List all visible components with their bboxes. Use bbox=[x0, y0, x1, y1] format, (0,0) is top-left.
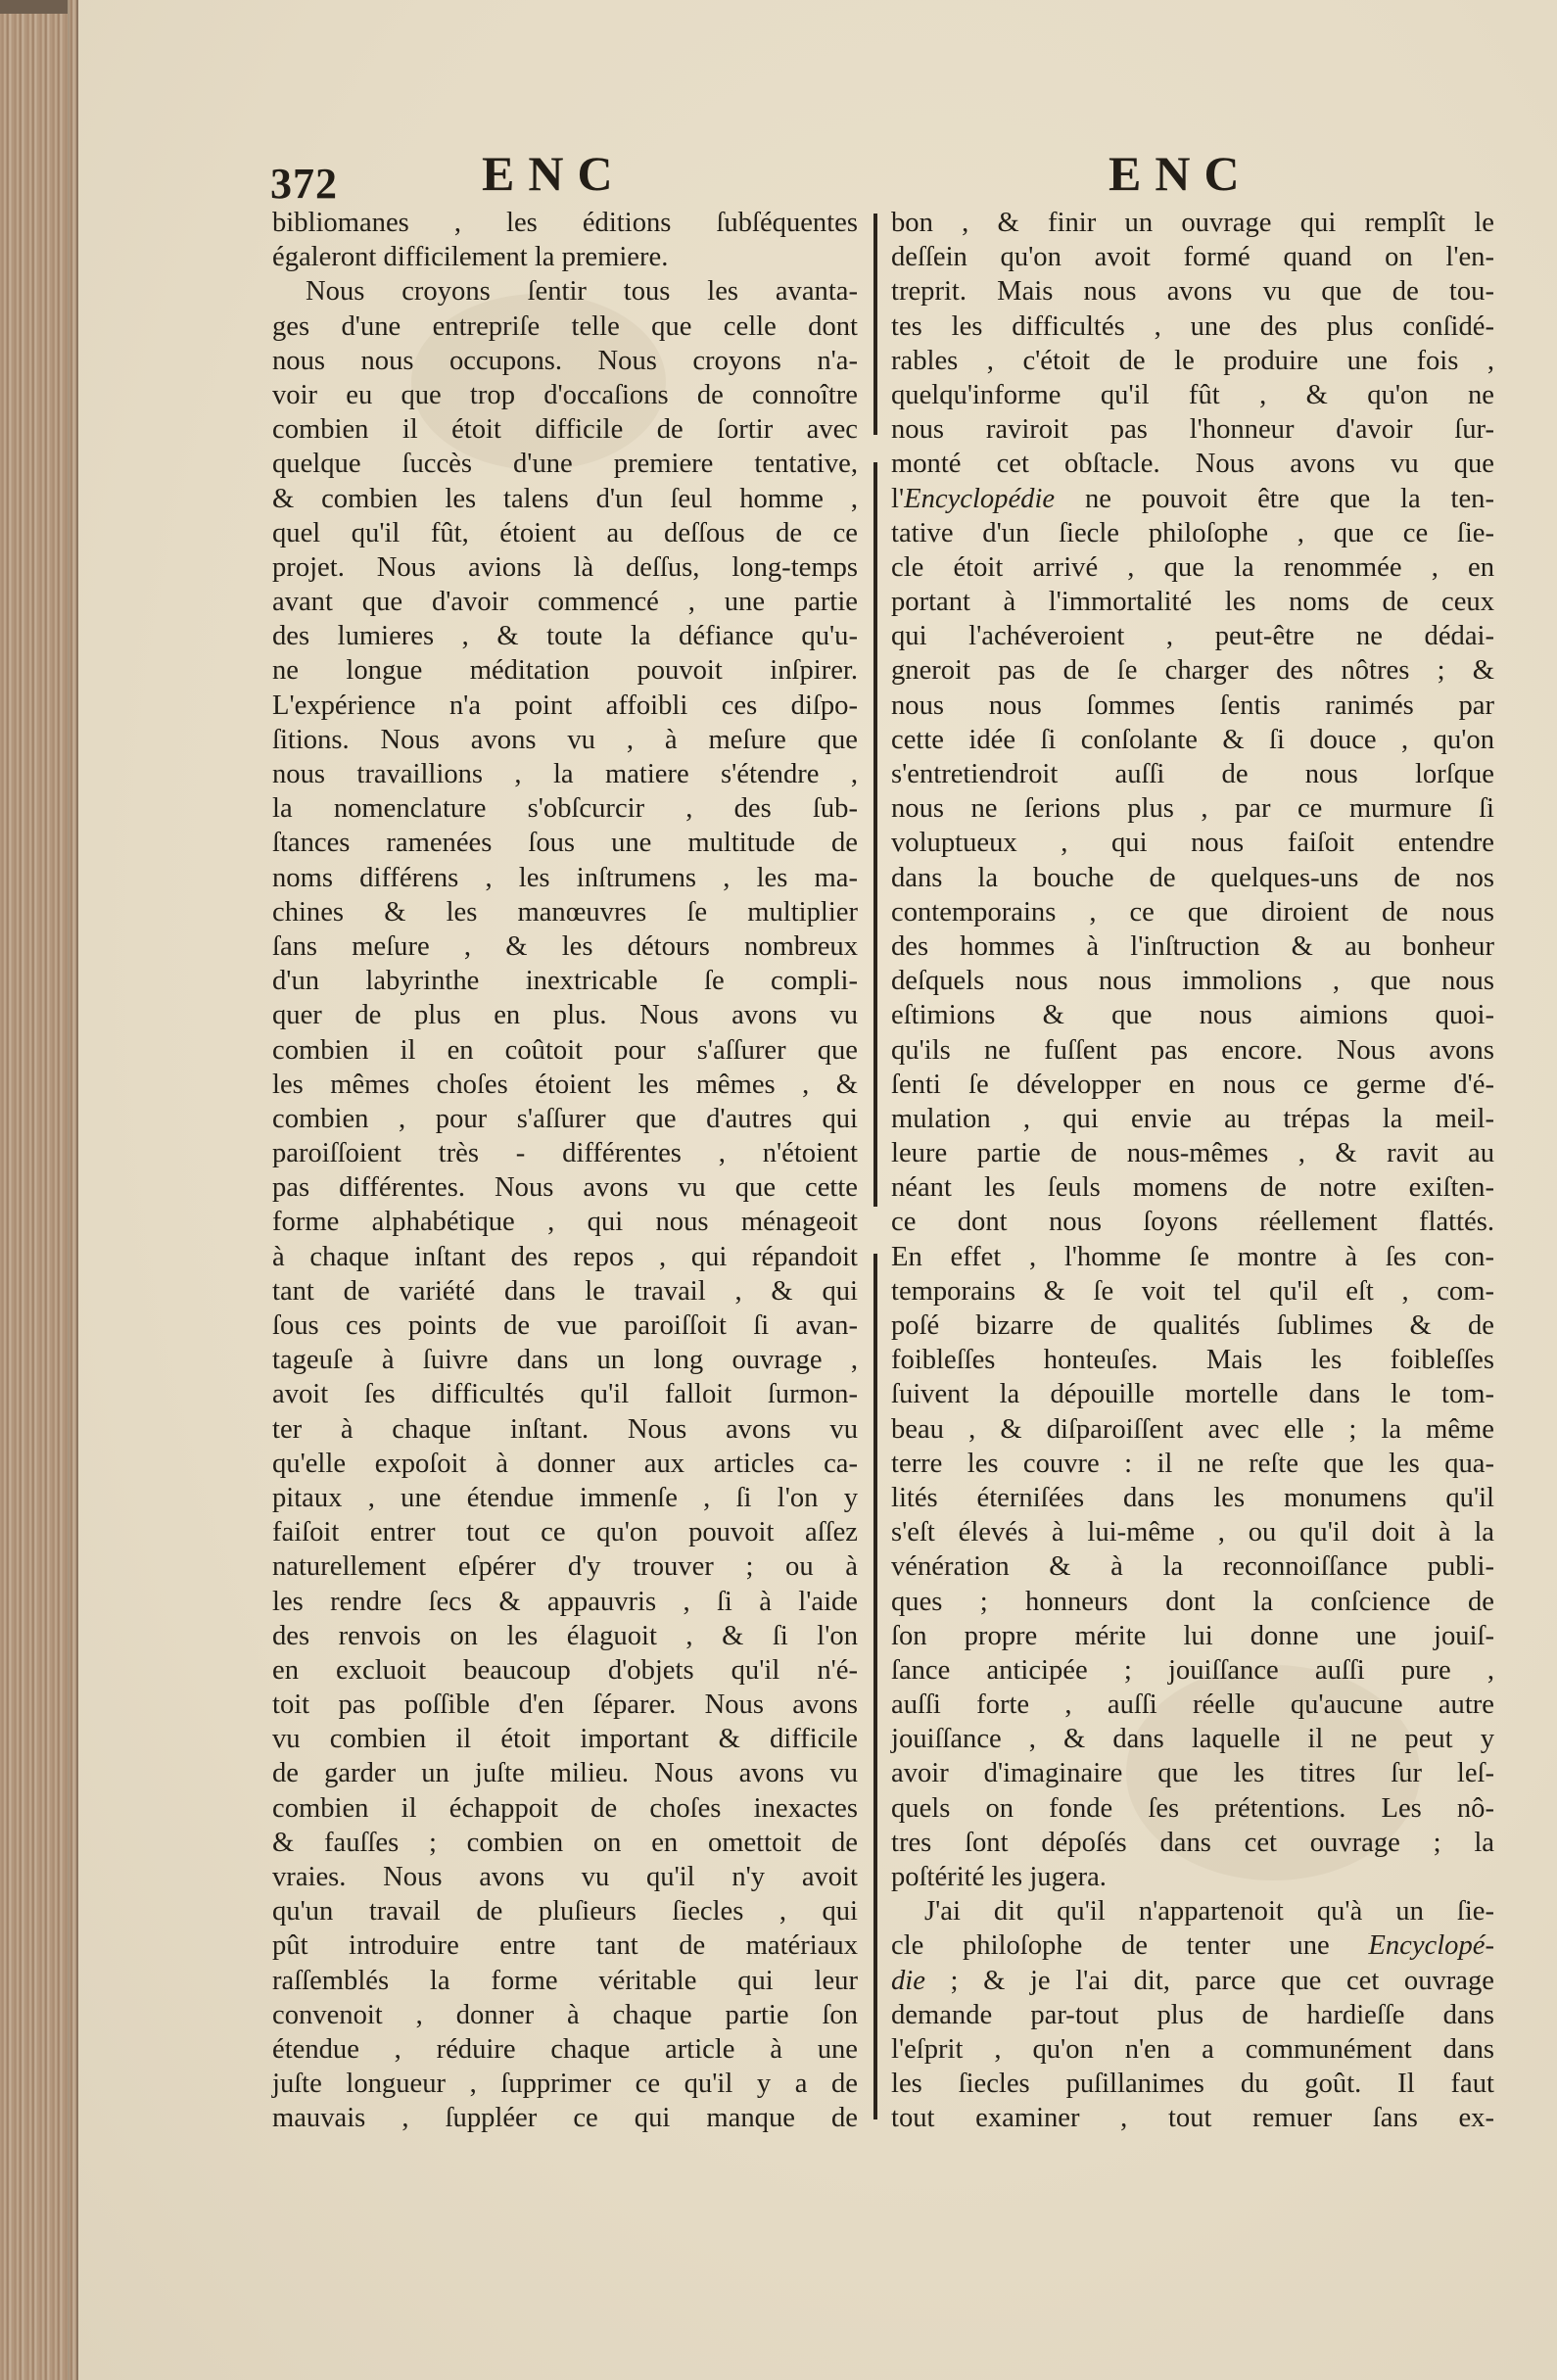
text-line: poſtérité les jugera. bbox=[891, 1862, 1107, 1892]
text-line: combien il étoit difficile de ſortir avec bbox=[272, 414, 858, 446]
text-line: ſitions. Nous avons vu , à meſure que bbox=[272, 724, 858, 755]
text-line: des renvois on les élaguoit , & ſi l'on bbox=[272, 1620, 858, 1651]
text-line: les rendre ſecs & appauvris , ſi à l'aide bbox=[272, 1586, 858, 1617]
text-line: quel qu'il fût, étoient au deſſous de ce bbox=[272, 517, 858, 548]
text-line: monté cet obſtacle. Nous avons vu que bbox=[891, 449, 1494, 480]
text-column-right bbox=[891, 206, 1494, 2136]
text-line: à chaque inſtant des repos , qui répandoit bbox=[272, 1241, 858, 1272]
text-line: pas différentes. Nous avons vu que cette bbox=[272, 1172, 858, 1204]
text-line: voluptueux , qui nous faiſoit entendre bbox=[891, 828, 1494, 859]
text-line: égaleront difficilement la premiere. bbox=[272, 242, 669, 273]
text-line: noms différens , les inſtrumens , les ma- bbox=[272, 862, 858, 893]
text-line: combien il en coûtoit pour s'aſſurer que bbox=[272, 1034, 858, 1066]
text-line: demande par-tout plus de hardieſſe dans bbox=[891, 1999, 1494, 2030]
text-line: quer de plus en plus. Nous avons vu bbox=[272, 1000, 858, 1031]
text-line: avoir d'imaginaire que les titres ſur leſ- bbox=[891, 1758, 1494, 1789]
text-line: gneroit pas de ſe charger des nôtres ; & bbox=[891, 655, 1494, 687]
text-line: ce dont nous ſoyons réellement flattés. bbox=[891, 1207, 1494, 1238]
page-header bbox=[266, 145, 1500, 208]
text-line: cette idée ſi conſolante & ſi douce , qu'on bbox=[891, 724, 1494, 755]
text-line: leure partie de nous-mêmes , & ravit au bbox=[891, 1138, 1494, 1169]
text-line: convenoit , donner à chaque partie ſon bbox=[272, 1999, 858, 2030]
text-line: bibliomanes , les éditions ſubſéquentes bbox=[272, 208, 858, 238]
text-line: quels on fonde ſes prétentions. Les nô- bbox=[891, 1792, 1494, 1824]
text-line: nous nous ſommes ſentis ranimés par bbox=[891, 690, 1494, 721]
text-line: L'expérience n'a point affoibli ces diſpo- bbox=[272, 690, 858, 721]
text-line: ne longue méditation pouvoit inſpirer. bbox=[272, 655, 858, 687]
text-column-left bbox=[272, 206, 858, 2136]
text-line: qu'un travail de pluſieurs ſiecles , qui bbox=[272, 1896, 858, 1928]
text-line: deſſein qu'on avoit formé quand on l'en- bbox=[891, 242, 1494, 273]
running-head-right: ENC bbox=[1109, 146, 1253, 201]
book-binding-edge bbox=[0, 0, 78, 2380]
text-line-prefix: cle philoſophe de tenter une bbox=[891, 1930, 1369, 1962]
text-line: tative d'un ſiecle philoſophe , que ce ſie- bbox=[891, 517, 1494, 548]
text-line: qu'elle expoſoit à donner aux articles ca- bbox=[272, 1448, 858, 1479]
text-line: forme alphabétique , qui nous ménageoit bbox=[272, 1207, 858, 1238]
text-line: J'ai dit qu'il n'appartenoit qu'à un ſie- bbox=[924, 1896, 1494, 1928]
text-line: ſtances ramenées ſous une multitude de bbox=[272, 828, 858, 859]
text-line: deſquels nous nous immolions , que nous bbox=[891, 966, 1494, 997]
text-line: vénération & à la reconnoiſſance publi- bbox=[891, 1551, 1494, 1583]
text-line: toit pas poſſible d'en ſéparer. Nous avons bbox=[272, 1690, 858, 1721]
text-line: contemporains , ce que diroient de nous bbox=[891, 896, 1494, 928]
column-divider-rule bbox=[873, 214, 877, 435]
text-line: En effet , l'homme ſe montre à ſes con- bbox=[891, 1241, 1494, 1272]
text-line: des hommes à l'inſtruction & au bonheur bbox=[891, 930, 1494, 962]
text-line: nous travaillions , la matiere s'étendre , bbox=[272, 759, 858, 789]
text-line: jouiſſance , & dans laquelle il ne peut y bbox=[891, 1724, 1494, 1755]
page-number: 372 bbox=[270, 160, 338, 208]
text-line: de garder un juſte milieu. Nous avons vu bbox=[272, 1758, 858, 1789]
text-line: les ſiecles puſillanimes du goût. Il faut bbox=[891, 2069, 1494, 2100]
text-line: ſon propre mérite lui donne une jouiſ- bbox=[891, 1620, 1494, 1651]
text-line: beau , & diſparoiſſent avec elle ; la même bbox=[891, 1413, 1494, 1445]
text-line: temporains & ſe voit tel qu'il eſt , com- bbox=[891, 1275, 1494, 1307]
text-line: avoit ſes difficultés qu'il falloit ſurmon- bbox=[272, 1379, 858, 1410]
text-line: qu'ils ne fuſſent pas encore. Nous avons bbox=[891, 1034, 1494, 1066]
text-line-rest: ; & je l'ai dit, parce que cet ouvrage bbox=[924, 1965, 1494, 1996]
text-line: terre les couvre : il ne reſte que les qua- bbox=[891, 1448, 1494, 1479]
text-line: qui l'achéveroient , peut-être ne dédai- bbox=[891, 621, 1494, 652]
text-line: chines & les manœuvres ſe multiplier bbox=[272, 896, 858, 928]
text-line: dans la bouche de quelques-uns de nos bbox=[891, 862, 1494, 893]
text-line: s'entretiendroit auſſi de nous lorſque bbox=[891, 759, 1494, 789]
text-line: tes les difficultés , une des plus conſidé- bbox=[891, 310, 1494, 342]
text-line: s'eſt élevés à lui-même , ou qu'il doit à la bbox=[891, 1517, 1494, 1548]
text-line: tres ſont dépoſés dans cet ouvrage ; la bbox=[891, 1827, 1494, 1858]
column-divider-rule bbox=[873, 1254, 877, 2119]
text-line: auſſi forte , auſſi réelle qu'aucune autre bbox=[891, 1690, 1494, 1721]
text-line: ſuivent la dépouille mortelle dans le tom- bbox=[891, 1379, 1494, 1410]
text-line: néant les ſeuls momens de notre exiſten- bbox=[891, 1172, 1494, 1204]
text-line: pitaux , une étendue immenſe , ſi l'on y bbox=[272, 1482, 858, 1513]
text-line: l'eſprit , qu'on n'en a communément dans bbox=[891, 2033, 1494, 2065]
text-line: combien il échappoit de choſes inexactes bbox=[272, 1792, 858, 1824]
text-line: voir eu que trop d'occaſions de connoître bbox=[272, 379, 858, 410]
italic-title: Encyclopé- bbox=[1368, 1930, 1494, 1962]
text-line: faiſoit entrer tout ce qu'on pouvoit aſſez bbox=[272, 1517, 858, 1548]
text-line: & combien les talens d'un ſeul homme , bbox=[272, 483, 858, 514]
text-line: cle étoit arrivé , que la renommée , en bbox=[891, 551, 1494, 583]
text-line: d'un labyrinthe inextricable ſe compli- bbox=[272, 966, 858, 997]
text-line: raſſemblés la forme véritable qui leur bbox=[272, 1965, 858, 1996]
text-line: lités éterniſées dans les monumens qu'il bbox=[891, 1482, 1494, 1513]
text-line: nous ne ſerions plus , par ce murmure ſi bbox=[891, 793, 1494, 825]
binding-top-band bbox=[0, 0, 69, 14]
text-line: étendue , réduire chaque article à une bbox=[272, 2033, 858, 2065]
text-line: les mêmes choſes étoient les mêmes , & bbox=[272, 1069, 858, 1100]
text-line: ſous ces points de vue paroiſſoit ſi avan- bbox=[272, 1310, 858, 1341]
text-line: projet. Nous avions là deſſus, long-temps bbox=[272, 551, 858, 583]
text-line: quelqu'informe qu'il fût , & qu'on ne bbox=[891, 379, 1494, 410]
text-line: portant à l'immortalité les noms de ceux bbox=[891, 587, 1494, 618]
gutter-fold-line bbox=[68, 0, 70, 2380]
text-line: ſans meſure , & les détours nombreux bbox=[272, 930, 858, 962]
text-line: nous nous occupons. Nous croyons n'a- bbox=[272, 345, 858, 376]
column-divider-rule bbox=[873, 462, 877, 1207]
text-line: tout examiner , tout remuer ſans ex- bbox=[891, 2103, 1494, 2134]
text-line: tant de variété dans le travail , & qui bbox=[272, 1275, 858, 1307]
text-line: paroiſſoient très - différentes , n'étoient bbox=[272, 1138, 858, 1169]
text-line: ter à chaque inſtant. Nous avons vu bbox=[272, 1413, 858, 1445]
text-line: la nomenclature s'obſcurcir , des ſub- bbox=[272, 793, 858, 825]
text-line bbox=[891, 482, 1494, 516]
text-line: foibleſſes honteuſes. Mais les foibleſſes bbox=[891, 1345, 1494, 1376]
text-line: ſenti ſe développer en nous ce germe d'é- bbox=[891, 1069, 1494, 1100]
text-line: mauvais , ſuppléer ce qui manque de bbox=[272, 2103, 858, 2134]
text-line: nous raviroit pas l'honneur d'avoir ſur- bbox=[891, 414, 1494, 446]
text-line-prefix: l' bbox=[891, 483, 905, 514]
text-line: quelque ſuccès d'une premiere tentative, bbox=[272, 449, 858, 480]
text-line bbox=[891, 1928, 1494, 1963]
text-line: tageuſe à ſuivre dans un long ouvrage , bbox=[272, 1345, 858, 1376]
text-line: ges d'une entrepriſe telle que celle dont bbox=[272, 310, 858, 342]
text-line: naturellement eſpérer d'y trouver ; ou à bbox=[272, 1551, 858, 1583]
text-line: ques ; honneurs dont la conſcience de bbox=[891, 1586, 1494, 1617]
text-line: des lumieres , & toute la défiance qu'u- bbox=[272, 621, 858, 652]
text-line: rables , c'étoit de le produire une fois , bbox=[891, 345, 1494, 376]
italic-title: die bbox=[891, 1965, 925, 1996]
text-line: pût introduire entre tant de matériaux bbox=[272, 1930, 858, 1962]
text-line: & fauſſes ; combien on en omettoit de bbox=[272, 1827, 858, 1858]
running-head-left: ENC bbox=[482, 146, 627, 201]
text-line-rest: ne pouvoit être que la ten- bbox=[1055, 483, 1494, 514]
text-line: mulation , qui envie au trépas la meil- bbox=[891, 1103, 1494, 1134]
text-line: bon , & finir un ouvrage qui remplît le bbox=[891, 208, 1494, 238]
text-line: combien , pour s'aſſurer que d'autres qui bbox=[272, 1103, 858, 1134]
text-line: en excluoit beaucoup d'objets qu'il n'é- bbox=[272, 1654, 858, 1686]
text-line: ſance anticipée ; jouiſſance auſſi pure , bbox=[891, 1654, 1494, 1686]
text-line: eſtimions & que nous aimions quoi- bbox=[891, 1000, 1494, 1031]
text-line: poſé bizarre de qualités ſublimes & de bbox=[891, 1310, 1494, 1341]
text-line: avant que d'avoir commencé , une partie bbox=[272, 587, 858, 618]
italic-title: Encyclopédie bbox=[904, 483, 1056, 514]
text-line: treprit. Mais nous avons vu que de tou- bbox=[891, 276, 1494, 308]
text-line: juſte longueur , ſupprimer ce qu'il y a de bbox=[272, 2069, 858, 2100]
text-line: Nous croyons ſentir tous les avanta- bbox=[306, 276, 858, 308]
text-line: vraies. Nous avons vu qu'il n'y avoit bbox=[272, 1862, 858, 1892]
text-line: vu combien il étoit important & difficile bbox=[272, 1724, 858, 1755]
text-line bbox=[891, 1964, 1494, 1998]
